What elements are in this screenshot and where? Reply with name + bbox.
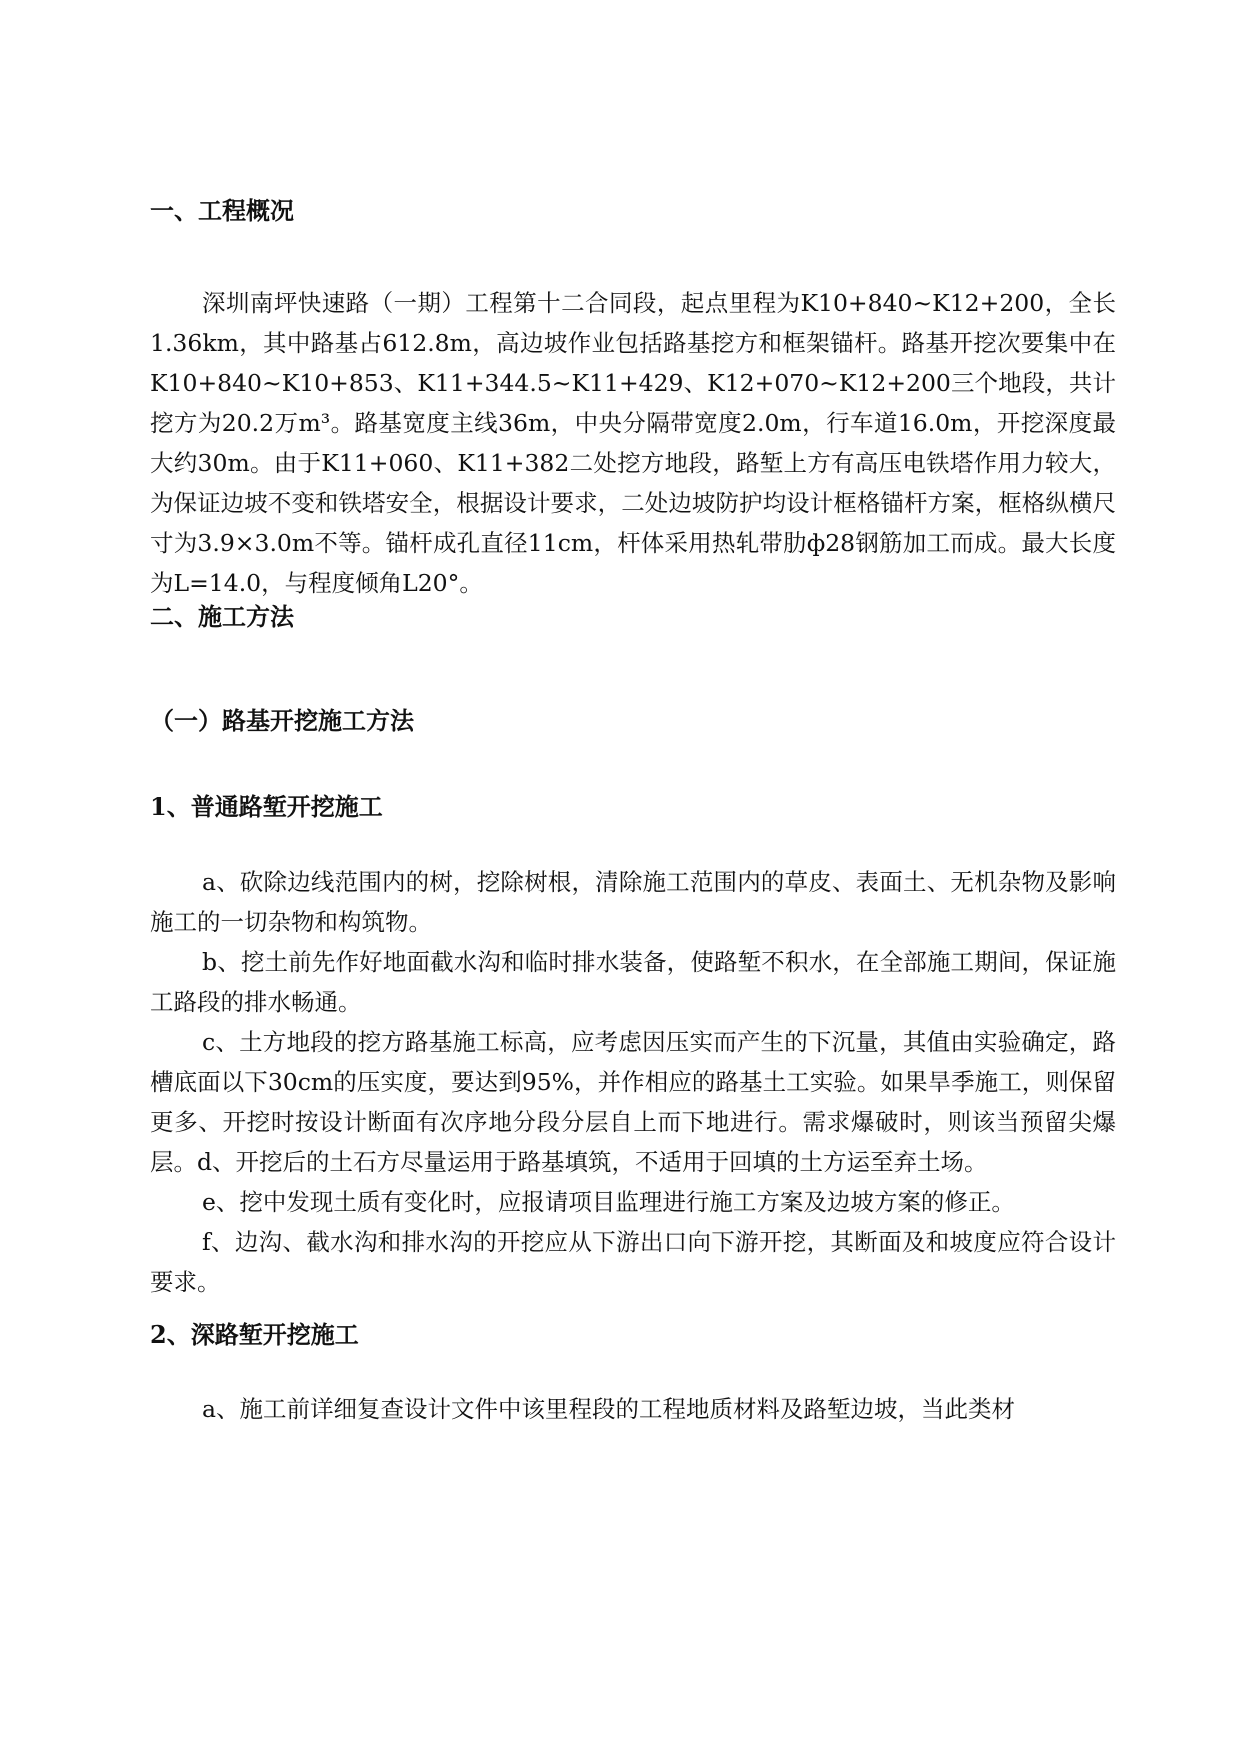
deep-cut-item-a: a、施工前详细复查设计文件中该里程段的工程地质材料及路堑边坡，当此类材	[202, 1395, 1016, 1423]
section-heading-method: 二、施工方法	[150, 602, 294, 631]
normal-cut-item-b: b、挖土前先作好地面截水沟和临时排水装备，使路堑不积水，在全部施工期间，保证施工路段的排水畅通。	[150, 948, 1116, 1016]
subsection-heading-normal-cut: 1、普通路堑开挖施工	[150, 792, 383, 821]
normal-cut-item-e: e、挖中发现土质有变化时，应报请项目监理进行施工方案及边坡方案的修正。	[202, 1188, 1015, 1216]
overview-paragraph: 深圳南坪快速路（一期）工程第十二合同段，起点里程为K10+840~K12+200，全长1.36km，其中路基占612.8m，高边坡作业包括路基挖方和框架锚杆。路基开挖次要集中在K10+840~K10+853、K11+344.5~K11+429、K12+070~K12+200三个地段，共计挖方为20.2万m³。路基宽度主线36m，中央分隔带宽度2.0m，行车道16.0m，开挖深度最大约30m。由于K11+060、K11+382二处挖方地段，路堑上方有高压电铁塔作用力较大，为保证边坡不变和铁塔安全，根据设计要求，二处边坡防护均设计框格锚杆方案，框格纵横尺寸为3.9×3.0m不等。锚杆成孔直径11cm，杆体采用热轧带肋ф28钢筋加工而成。最大长度为L=14.0，与程度倾角L20°。	[150, 289, 1116, 597]
subsection-heading-subgrade: （一）路基开挖施工方法	[150, 706, 414, 735]
normal-cut-item-a: a、砍除边线范围内的树，挖除树根，清除施工范围内的草皮、表面土、无机杂物及影响施工的一切杂物和构筑物。	[150, 868, 1116, 936]
normal-cut-item-f: f、边沟、截水沟和排水沟的开挖应从下游出口向下游开挖，其断面及和坡度应符合设计要求。	[150, 1228, 1116, 1296]
subsection-heading-deep-cut: 2、深路堑开挖施工	[150, 1320, 359, 1349]
section-heading-overview: 一、工程概况	[150, 196, 294, 225]
normal-cut-item-c: c、土方地段的挖方路基施工标高，应考虑因压实而产生的下沉量，其值由实验确定，路槽底面以下30cm的压实度，要达到95%，并作相应的路基土工实验。如果旱季施工，则保留更多、开挖时按设计断面有次序地分段分层自上而下地进行。需求爆破时，则该当预留尖爆层。d、开挖后的土石方尽量运用于路基填筑，不适用于回填的土方运至弃土场。	[150, 1028, 1116, 1176]
